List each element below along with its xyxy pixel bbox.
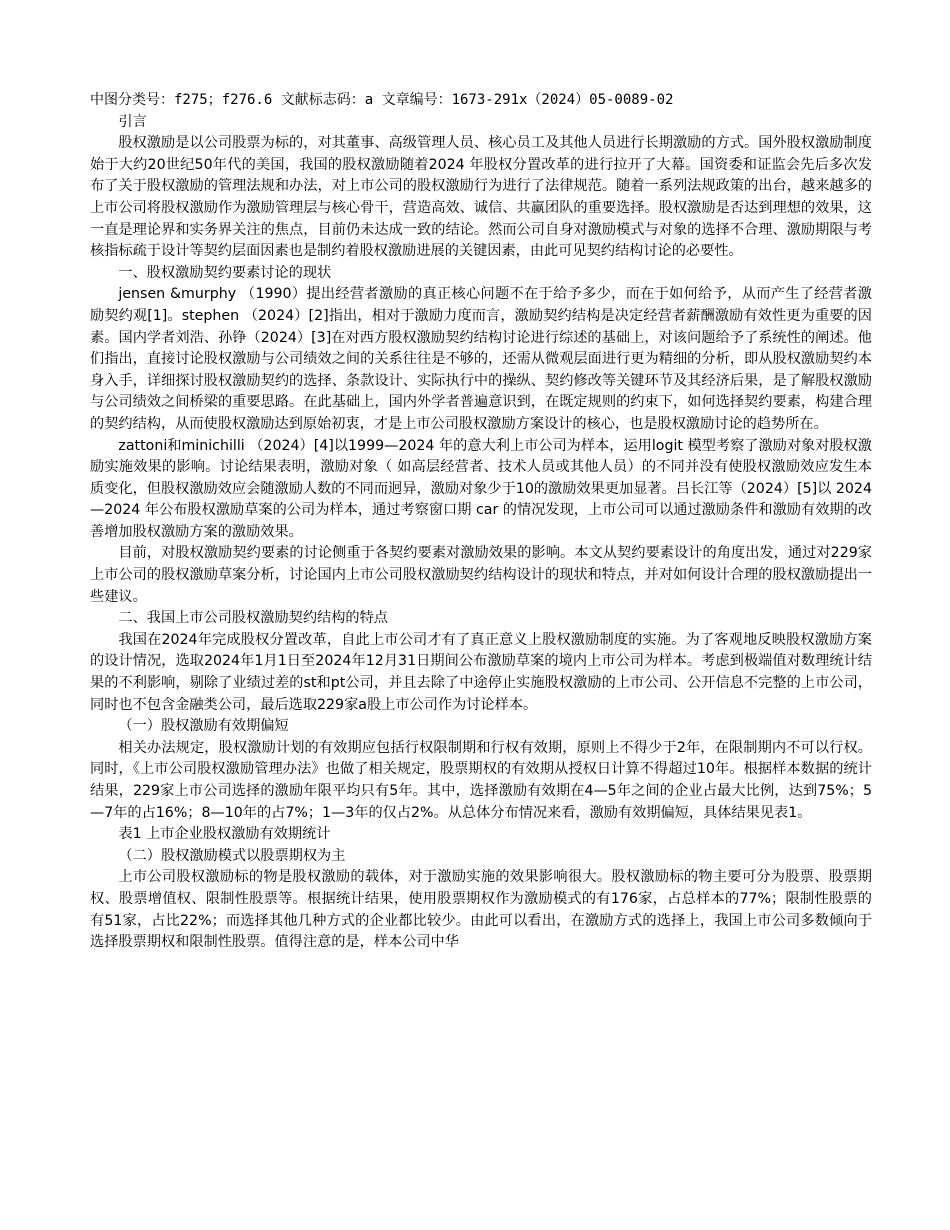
intro-heading: 引言: [118, 113, 147, 130]
section-1-heading: 一、股权激励契约要素讨论的现状: [118, 264, 332, 281]
section-2-heading: 二、我国上市公司股权激励契约结构的特点: [118, 610, 388, 627]
section-1-paragraph-3: 目前，对股权激励契约要素的讨论侧重于各契约要素对激励效果的影响。本文从契约要素设计的角度出发，通过对229家上市公司的股权激励草案分析，讨论国内上市公司股权激励契约结构设计的现状和特点，并对如何设计合理的股权激励提出一些建议。: [90, 545, 872, 605]
subsection-2-2-paragraph-1: 上市公司股权激励标的物是股权激励的载体，对于激励实施的效果影响很大。股权激励标的物主要可分为股票、股票期权、股票增值权、限制性股票等。根据统计结果，使用股票期权作为激励模式的有176家，占总样本的77%；限制性股票的有51家，占比22%；而选择其他几种方式的企业都比较少。由此可以看出，在激励方式的选择上，我国上市公司多数倾向于选择股票期权和限制性股票。值得注意的是，样本公司中华: [90, 869, 872, 951]
document-page: [90, 90, 872, 954]
intro-paragraph-1: 股权激励是以公司股票为标的，对其董事、高级管理人员、核心员工及其他人员进行长期激励的方式。国外股权激励制度始于大约20世纪50年代的美国，我国的股权激励随着2024 年股权分置改革的进行拉开了大幕。国资委和证监会先后多次发布了关于股权激励的管理法规和办法，对上市公司的股权激励行为进行了法律规范。随着一系列法规政策的出台，越来越多的上市公司将股权激励作为激励管理层与核心骨干，营造高效、诚信、共赢团队的重要选择。股权激励是否达到理想的效果，这一直是理论界和实务界关注的焦点，目前仍未达成一致的结论。然而公司自身对激励模式与对象的选择不合理、激励期限与考核指标疏于设计等契约层面因素也是制约着股权激励进展的关键因素，由此可见契约结构讨论的必要性。: [90, 135, 872, 260]
section-1-paragraph-2: zattoni和minichilli （2024）[4]以1999—2024 年的意大利上市公司为样本，运用logit 模型考察了激励对象对股权激励实施效果的影响。讨论结果表明，激励对象（ 如高层经营者、技术人员或其他人员）的不同并没有使股权激励效应发生本质变化，但股权激励效应会随激励人数的不同而迥异，激励对象少于10的激励效果更加显著。吕长江等（2024）[5]以 2024—2024 年公布股权激励草案的公司为样本，通过考察窗口期 car 的情况发现，上市公司可以通过激励条件和激励有效期的改善增加股权激励方案的激励效果。: [90, 437, 872, 540]
subsection-2-1-paragraph-1: 相关办法规定，股权激励计划的有效期应包括行权限制期和行权有效期，原则上不得少于2年，在限制期内不可以行权。同时，《上市公司股权激励管理办法》也做了相关规定，股票期权的有效期从授权日计算不得超过10年。根据样本数据的统计结果，229家上市公司选择的激励年限平均只有5年。其中，选择激励有效期在4—5年之间的企业占最大比例，达到75%；5—7年的占16%；8—10年的占7%；1—3年的仅占2%。从总体分布情况来看，激励有效期偏短，具体结果见表1。: [90, 739, 872, 821]
subsection-2-1-heading: （一）股权激励有效期偏短: [118, 718, 289, 735]
section-1-paragraph-1: jensen &murphy （1990）提出经营者激励的真正核心问题不在于给予多少，而在于如何给予，从而产生了经营者激励契约观[1]。stephen （2024）[2]指出，相对于激励力度而言，激励契约结构是决定经营者薪酬激励有效性更为重要的因素。国内学者刘浩、孙铮（2024）[3]在对西方股权激励契约结构讨论进行综述的基础上，对该问题给予了系统性的阐述。他们指出，直接讨论股权激励与公司绩效之间的关系往往是不够的，还需从微观层面进行更为精细的分析，即从股权激励契约本身入手，详细探讨股权激励契约的选择、条款设计、实际执行中的操纵、契约修改等关键环节及其经济后果，是了解股权激励与公司绩效之间桥梁的重要思路。在此基础上，国内外学者普遍意识到，在既定规则的约束下，如何选择契约要素，构建合理的契约结构，从而使股权激励达到原始初衷，才是上市公司股权激励方案设计的核心，也是股权激励讨论的趋势所在。: [90, 286, 872, 432]
section-2-paragraph-1: 我国在2024年完成股权分置改革，自此上市公司才有了真正意义上股权激励制度的实施。为了客观地反映股权激励方案的设计情况，选取2024年1月1日至2024年12月31日期间公布激励草案的境内上市公司为样本。考虑到极端值对数理统计结果的不利影响，剔除了业绩过差的st和pt公司，并且去除了中途停止实施股权激励的上市公司、公开信息不完整的上市公司，同时也不包含金融类公司，最后选取229家a股上市公司作为讨论样本。: [90, 631, 872, 713]
subsection-2-2-heading: （二）股权激励模式以股票期权为主: [118, 847, 346, 864]
classification-meta-line: 中图分类号：f275；f276.6 文献标志码：a 文章编号：1673-291x（2024）05-0089-02: [90, 92, 674, 108]
table-1-caption: 表1 上市企业股权激励有效期统计: [118, 826, 331, 843]
